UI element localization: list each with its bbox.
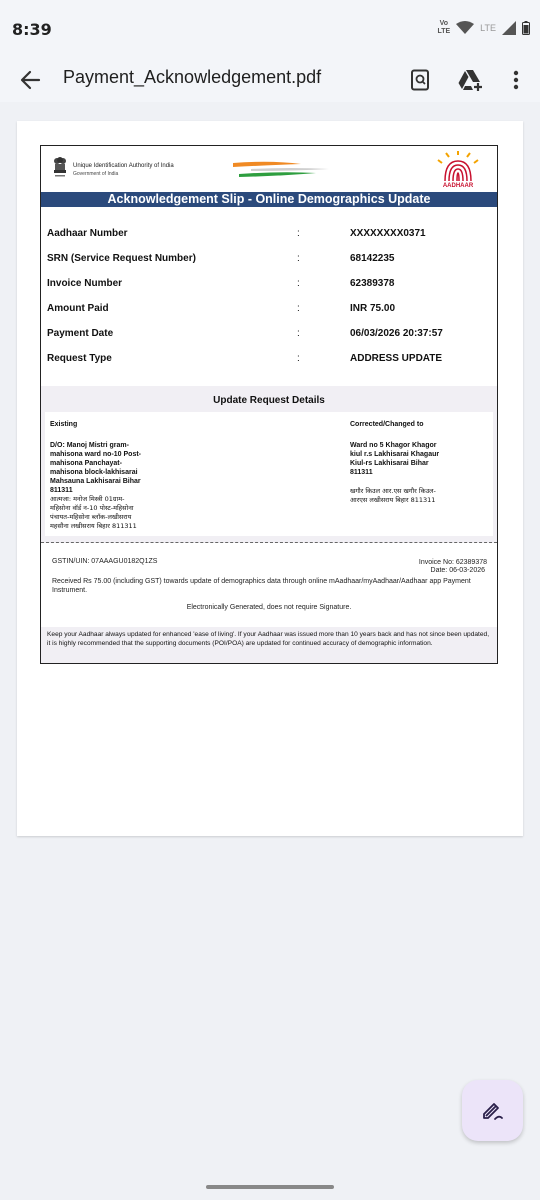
national-emblem-icon (53, 157, 67, 181)
find-in-document-button[interactable] (404, 64, 436, 96)
invoice-date-text: Date: 06-03-2026 (430, 567, 485, 574)
existing-header: Existing (50, 421, 78, 428)
update-details-title: Update Request Details (213, 395, 325, 406)
field-value: 06/03/2026 20:37:57 (350, 328, 443, 339)
existing-address-hindi: आत्मजा: मनोज मिस्त्री 01ग्राम- महिसोना वॉर्ड न-10 पोस्ट-महिसोना पंचायत-महिसोना ब्लॉक-लखीसराय महसौना लखीसराय बिहार 811311 (50, 495, 137, 530)
field-label: Request Type (47, 353, 112, 364)
changed-address-english: Ward no 5 Khagor Khagor kiul r.s Lakhisarai Khagaur Kiul-rs Lakhisarai Bihar 811311 (350, 442, 440, 476)
slip-header (41, 146, 497, 192)
wifi-icon (456, 21, 474, 35)
cut-line-divider (41, 542, 497, 543)
aadhaar-fingerprint-icon (433, 151, 483, 183)
field-colon: : (297, 253, 300, 264)
aadhaar-logo (433, 151, 483, 189)
field-value: XXXXXXXX0371 (350, 228, 426, 239)
footer-note: Keep your Aadhaar always updated for enhanced 'ease of living'. If your Aadhaar was issued more than 10 years back and has not since been updated, it is highly recommended that the supporting documents (POI/POA) are updated for continued accuracy of demographic information. (41, 627, 497, 663)
field-label: SRN (Service Request Number) (47, 253, 196, 264)
changed-address-hindi: खगौर किउल आर.एस खगौर किउल- आरएस लखीसराय बिहार 811311 (350, 487, 436, 504)
lte-label: LTE (480, 23, 496, 33)
received-text: Received Rs 75.00 (including GST) towards update of demographics data through online mAadhaar/myAadhaar/Aadhaar app Payment Instrument. (52, 578, 471, 594)
field-value: ADDRESS UPDATE (350, 353, 443, 364)
field-value: 62389378 (350, 278, 395, 289)
changed-header: Corrected/Changed to (350, 421, 424, 428)
drive-add-icon (458, 69, 484, 91)
field-label: Payment Date (47, 328, 114, 339)
add-to-drive-button[interactable] (455, 64, 487, 96)
status-time: 8:39 (12, 20, 52, 39)
back-arrow-icon (19, 69, 41, 91)
volte-icon: Vo LTE (437, 20, 451, 35)
field-row-request-type (41, 353, 497, 367)
annotate-fab[interactable] (462, 1080, 523, 1141)
status-icons (437, 20, 530, 36)
field-label: Amount Paid (47, 303, 109, 314)
field-colon: : (297, 278, 300, 289)
annotate-pen-icon (481, 1099, 505, 1123)
more-options-button[interactable] (500, 64, 532, 96)
update-details-table (45, 412, 493, 536)
battery-icon (522, 21, 530, 35)
field-colon: : (297, 328, 300, 339)
field-colon: : (297, 228, 300, 239)
back-button[interactable] (14, 64, 46, 96)
field-value: 68142235 (350, 253, 395, 264)
acknowledgement-slip (40, 145, 498, 664)
field-label: Aadhaar Number (47, 228, 128, 239)
aadhaar-logo-word: AADHAAR (442, 183, 474, 189)
field-row-invoice-number (41, 278, 497, 292)
field-colon: : (297, 353, 300, 364)
slip-title: Acknowledgement Slip - Online Demographics Update (41, 192, 497, 207)
search-document-icon (410, 69, 430, 91)
tricolor-streak-icon (231, 160, 331, 178)
field-row-srn (41, 253, 497, 267)
field-row-amount-paid (41, 303, 497, 317)
app-bar (0, 58, 540, 102)
field-row-payment-date (41, 328, 497, 342)
field-value: INR 75.00 (350, 303, 396, 314)
existing-address-english: D/O: Manoj Mistri gram- mahisona ward no-10 Post- mahisona Panchayat- mahisona block-lakhisarai Mahsauna Lakhisarai Bihar 811311 (50, 442, 142, 494)
authority-subtitle: Government of India (73, 171, 119, 177)
invoice-number-text: Invoice No: 62389378 (418, 559, 487, 566)
field-label: Invoice Number (47, 278, 123, 289)
update-request-details (41, 386, 497, 543)
field-row-aadhaar-number (41, 228, 497, 242)
status-bar (0, 0, 540, 58)
navigation-bar (0, 1176, 540, 1200)
lte-signal-icon (502, 21, 516, 35)
electronically-generated-text: Electronically Generated, does not require Signature. (186, 604, 352, 611)
gstin-text: GSTIN/UIN: 07AAAGU0182Q1ZS (52, 558, 158, 565)
document-title: Payment_Acknowledgement.pdf (63, 67, 322, 87)
authority-name: Unique Identification Authority of India (73, 163, 174, 169)
home-gesture-handle[interactable] (206, 1185, 334, 1189)
more-vert-icon (513, 70, 519, 90)
field-colon: : (297, 303, 300, 314)
